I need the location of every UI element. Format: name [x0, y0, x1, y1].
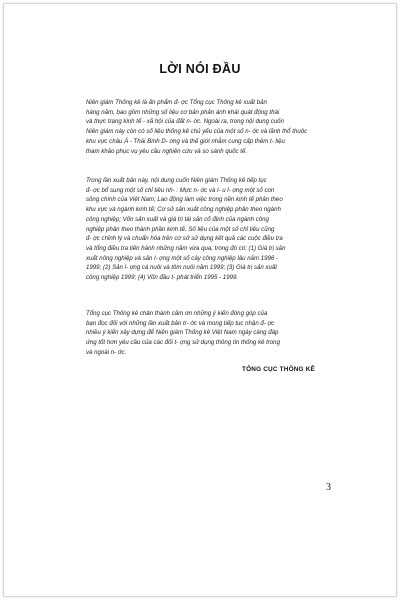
text-line: Tổng cục Thống kê chân thành cảm ơn những ý kiến đóng góp của — [86, 310, 268, 317]
intro-paragraph-3 — [86, 309, 318, 358]
text-line: đ- ợc chỉnh lý và chuẩn hóa trên cơ sở sử dụng kết quả các cuộc điều tra — [86, 235, 283, 243]
text-line: nghiệp phân theo thành phần kinh tế. Số liệu của một số chỉ tiêu cũng — [86, 225, 275, 233]
text-line: xuất nông nghiệp và sản l- ợng một số cây công nghiệp lâu năm 1996 - — [86, 254, 279, 262]
intro-paragraph-2 — [86, 176, 318, 283]
text-line: ứng tốt hơn yêu cầu của các đối t- ợng sử dụng thông tin thống kê trong — [86, 339, 280, 347]
text-line: nhiều ý kiến xây dựng để Niên giám Thống kê Việt Nam ngày càng đáp — [86, 329, 279, 337]
text-line: sông chính của Việt Nam; Lao động làm việc trong nền kinh tế phân theo — [86, 196, 283, 204]
text-line: và thực trạng kinh tế - xã hội của đất n- ớc. Ngoài ra, trong nội dung cuốn — [86, 118, 284, 126]
text-line: công nghiệp 1999; (4) Vốn đầu t- phát triển 1995 - 1999. — [86, 274, 239, 282]
text-line: và ngoài n- ớc. — [86, 348, 127, 356]
text-line: 1999; (2) Sản l- ợng cá nuôi và tôm nuôi năm 1999; (3) Giá trị sản xuất — [86, 264, 277, 272]
page-number: 3 — [326, 482, 331, 493]
text-line: khu vực châu Á - Thái Bình D- ơng và thế giới nhằm cung cấp thêm t- liệu — [86, 137, 285, 145]
signature: TỔNG CỤC THỐNG KÊ — [242, 366, 315, 373]
text-line: và tổng điều tra tiến hành những năm vừa qua, trong đó có: (1) Giá trị sản — [86, 244, 286, 252]
text-line: hàng năm, bao gồm những số liệu cơ bản phản ánh khái quát động thái — [86, 108, 280, 116]
intro-paragraph-1 — [86, 98, 318, 156]
text-line: Niên giám này còn có số liệu thống kê chủ yếu của một số n- ớc và lãnh thổ thuộc — [86, 128, 308, 136]
text-line: công nghiệp; Vốn sản xuất và giá trị tài sản cố định của ngành công — [86, 215, 269, 223]
page-title: LỜI NÓI ĐẦU — [159, 62, 241, 76]
page — [3, 3, 397, 597]
text-line: đ- ợc bổ sung một số chỉ tiêu nh- : Mực n- ớc và l- u l- ợng một số con — [86, 186, 275, 194]
text-line: bạn đọc đối với những lần xuất bản tr- ớc và mong tiếp tục nhận đ- ợc — [86, 319, 275, 327]
text-line: khu vực và ngành kinh tế; Cơ sở sản xuất công nghiệp phân theo ngành — [86, 206, 281, 214]
text-line: tham khảo phục vụ yêu cầu nghiên cứu và so sánh quốc tế. — [86, 147, 248, 155]
text-line: Trong lần xuất bản này, nội dung cuốn Niên giám Thống kê tiếp tục — [86, 177, 267, 184]
text-line: Niên giám Thống kê là ấn phẩm đ- ợc Tổng cục Thống kê xuất bản — [86, 99, 267, 106]
